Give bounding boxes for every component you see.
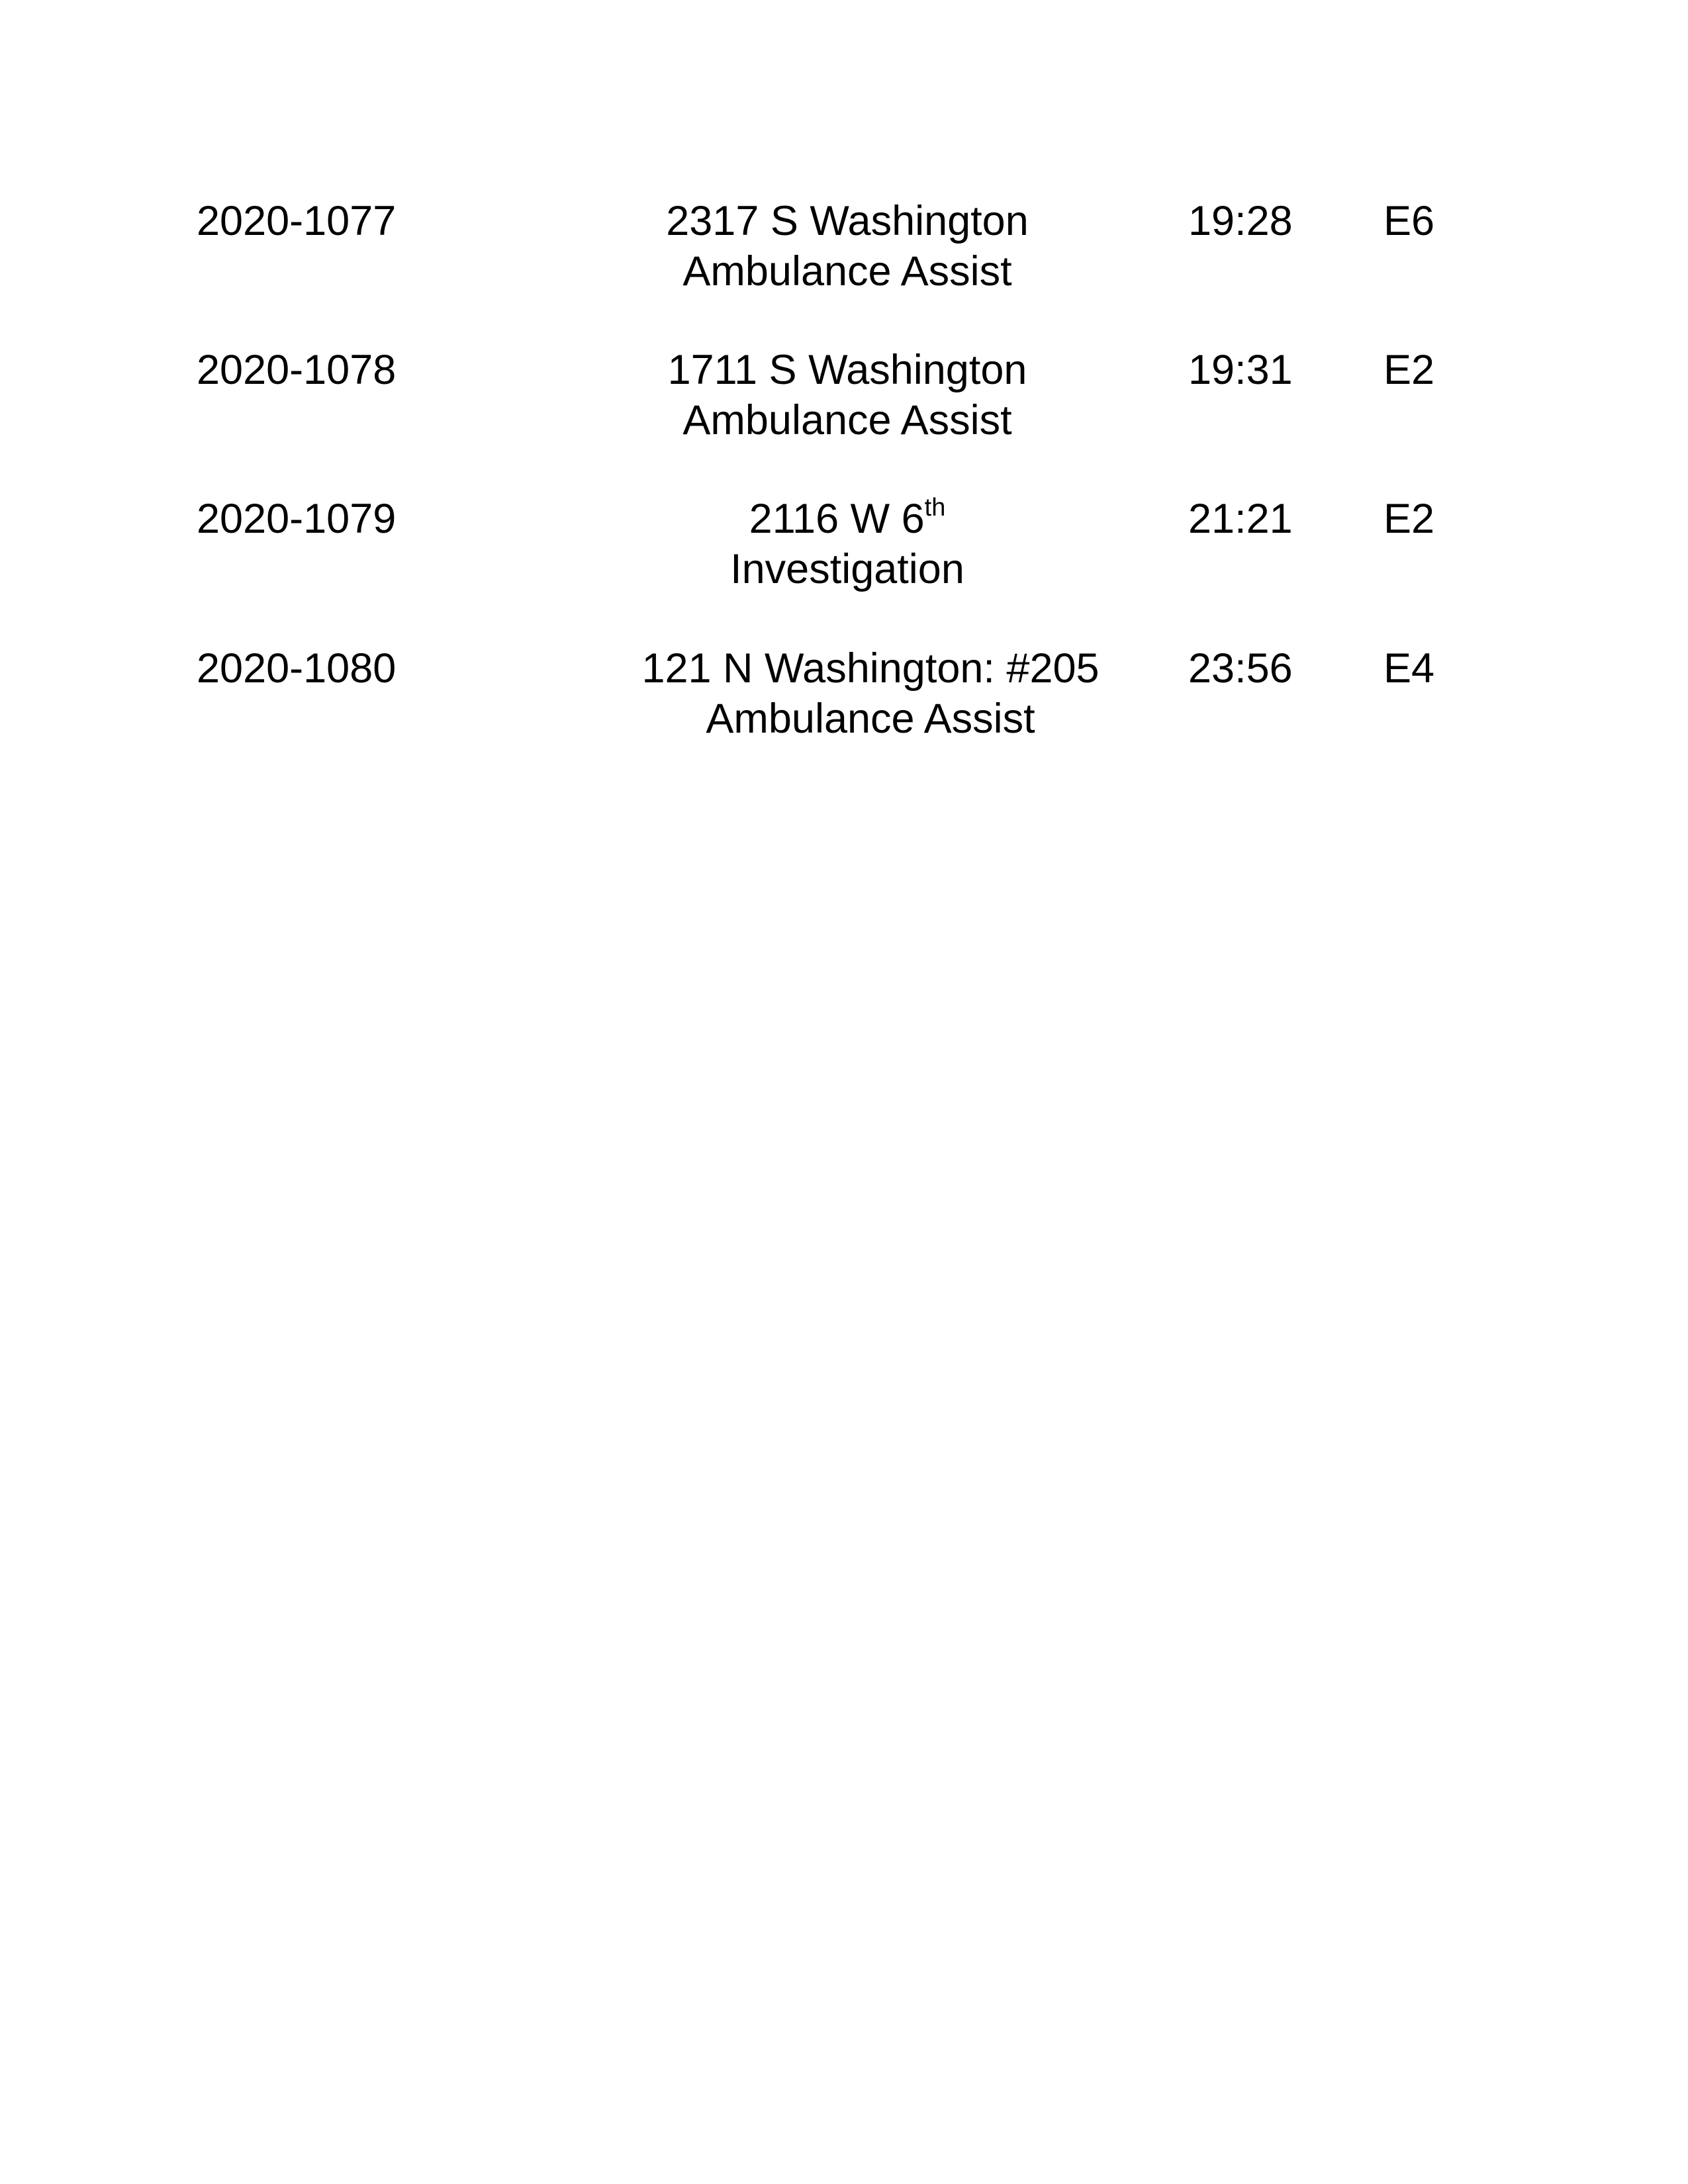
- address-text: 1711 S Washington: [667, 347, 1027, 393]
- incident-entry: [0, 494, 1688, 613]
- incident-number: 2020-1080: [197, 645, 397, 692]
- incident-number: 2020-1078: [197, 347, 397, 393]
- incident-entry: [0, 643, 1688, 762]
- incident-entry: [0, 196, 1688, 315]
- incident-entry: [0, 345, 1688, 464]
- address-text: 2116 W 6: [749, 496, 925, 542]
- address-ordinal-suffix: th: [924, 494, 946, 522]
- responding-unit: E4: [1383, 645, 1435, 692]
- incident-call-type: Ambulance Assist: [706, 696, 1035, 742]
- responding-unit: E6: [1383, 198, 1435, 244]
- incident-time: 19:28: [1188, 198, 1293, 244]
- incident-time: 21:21: [1188, 496, 1293, 542]
- incident-address: [599, 643, 1142, 694]
- incident-call-type: Investigation: [730, 546, 964, 592]
- incident-address: [616, 494, 1079, 544]
- address-text: 2317 S Washington: [666, 198, 1029, 244]
- incident-number: 2020-1079: [197, 496, 397, 542]
- incident-address: [616, 345, 1079, 395]
- incident-call-type: Ambulance Assist: [682, 248, 1012, 295]
- incident-time: 23:56: [1188, 645, 1293, 692]
- responding-unit: E2: [1383, 347, 1435, 393]
- address-text: 121 N Washington: #205: [641, 645, 1100, 692]
- incident-address: [616, 196, 1079, 246]
- incident-location-block: [599, 643, 1142, 744]
- incident-location-block: [616, 494, 1079, 594]
- incident-time: 19:31: [1188, 347, 1293, 393]
- incident-location-block: [616, 196, 1079, 296]
- responding-unit: E2: [1383, 496, 1435, 542]
- incident-number: 2020-1077: [197, 198, 397, 244]
- incident-location-block: [616, 345, 1079, 445]
- incident-call-type: Ambulance Assist: [682, 397, 1012, 443]
